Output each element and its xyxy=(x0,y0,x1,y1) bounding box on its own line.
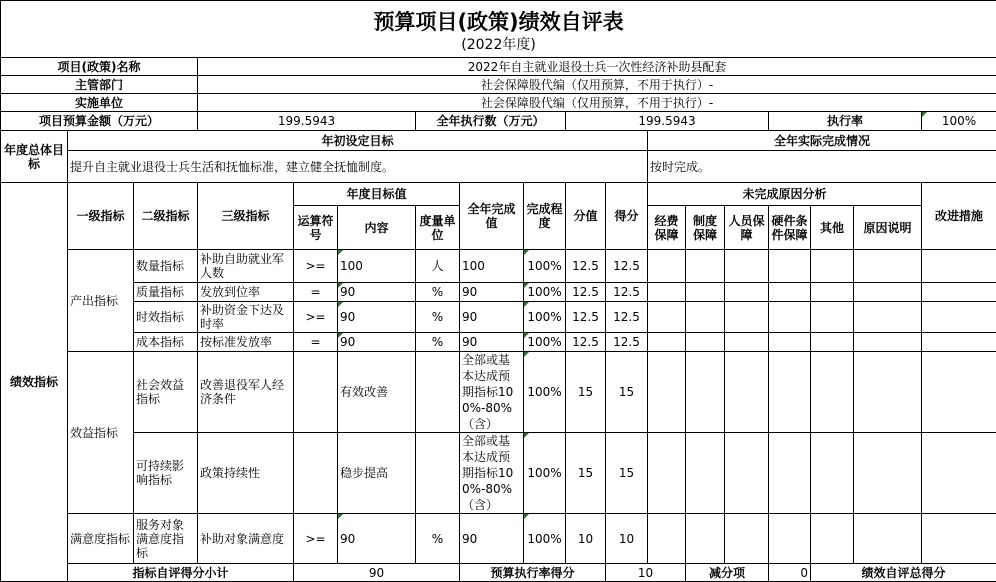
value-cell[interactable]: 12.5 xyxy=(566,283,606,302)
content-cell[interactable]: 有效改善 xyxy=(338,352,416,433)
value-cell[interactable]: 12.5 xyxy=(566,302,606,333)
empty-cell[interactable] xyxy=(648,283,686,302)
content-cell[interactable]: 90 xyxy=(338,302,416,333)
group-label: 满意度指标 xyxy=(68,514,134,564)
actual-cell[interactable]: 100 xyxy=(460,250,524,283)
initial-goal[interactable]: 提升自主就业退役士兵生活和抚恤标准，建立健全抚恤制度。 xyxy=(68,151,648,183)
empty-cell[interactable] xyxy=(686,283,725,302)
empty-cell[interactable] xyxy=(686,302,725,333)
header-level2: 二级指标 xyxy=(134,183,198,250)
level3-cell[interactable]: 按标准发放率 xyxy=(198,333,294,352)
value-cell[interactable]: 12.5 xyxy=(566,250,606,283)
empty-cell[interactable] xyxy=(725,283,769,302)
operator-cell[interactable]: >= xyxy=(294,302,338,333)
table-row xyxy=(1,250,996,283)
rate-value[interactable]: 100% xyxy=(922,112,996,131)
table-row xyxy=(1,283,996,302)
unit-label: 实施单位 xyxy=(1,94,198,112)
empty-cell[interactable] xyxy=(769,302,811,333)
header-content: 内容 xyxy=(338,206,416,250)
content-cell[interactable]: 90 xyxy=(338,333,416,352)
empty-cell[interactable] xyxy=(811,302,854,333)
total-label: 绩效自评总得分 xyxy=(811,564,996,582)
score-cell[interactable]: 12.5 xyxy=(606,333,648,352)
empty-cell[interactable] xyxy=(811,514,854,564)
level3-cell[interactable]: 发放到位率 xyxy=(198,283,294,302)
level3-cell[interactable]: 改善退役军人经济条件 xyxy=(198,352,294,433)
annual-goal-label: 年度总体目标 xyxy=(1,131,68,183)
deduction-label: 减分项 xyxy=(686,564,769,582)
empty-cell[interactable] xyxy=(854,433,922,514)
budget-label: 项目预算金额（万元） xyxy=(1,112,198,131)
value-cell[interactable]: 15 xyxy=(566,352,606,433)
empty-cell[interactable] xyxy=(686,333,725,352)
score-cell[interactable]: 12.5 xyxy=(606,250,648,283)
header-hardware: 硬件条件保障 xyxy=(769,206,811,250)
unit-cell[interactable]: % xyxy=(416,283,460,302)
level2-cell[interactable]: 成本指标 xyxy=(134,333,198,352)
empty-cell[interactable] xyxy=(648,352,686,433)
content-cell[interactable]: 90 xyxy=(338,283,416,302)
deduction-value[interactable]: 0 xyxy=(769,564,811,582)
empty-cell[interactable] xyxy=(854,283,922,302)
header-target-group: 年度目标值 xyxy=(294,183,460,206)
table-row xyxy=(1,333,996,352)
completion-cell[interactable]: 100% xyxy=(524,333,566,352)
empty-cell[interactable] xyxy=(854,250,922,283)
empty-cell[interactable] xyxy=(922,514,996,564)
unit-cell[interactable] xyxy=(416,352,460,433)
completion-cell[interactable]: 100% xyxy=(524,302,566,333)
table-row xyxy=(1,514,996,564)
header-score: 得分 xyxy=(606,183,648,250)
executed-label: 全年执行数（万元） xyxy=(416,112,566,131)
department[interactable]: 社会保障股代编（仅用预算，不用于执行）- xyxy=(198,76,996,94)
page-title: 预算项目(政策)绩效自评表 xyxy=(3,4,994,36)
unit-cell[interactable]: % xyxy=(416,514,460,564)
subtotal-label: 指标自评得分小计 xyxy=(68,564,294,582)
empty-cell[interactable] xyxy=(648,302,686,333)
empty-cell[interactable] xyxy=(854,352,922,433)
level2-cell[interactable]: 社会效益指标 xyxy=(134,352,198,433)
score-cell[interactable]: 15 xyxy=(606,433,648,514)
header-reason-desc: 原因说明 xyxy=(854,206,922,250)
empty-cell[interactable] xyxy=(811,250,854,283)
empty-cell[interactable] xyxy=(686,433,725,514)
actual-cell[interactable]: 90 xyxy=(460,333,524,352)
header-actual-value: 全年完成值 xyxy=(460,183,524,250)
empty-cell[interactable] xyxy=(922,352,996,433)
empty-cell[interactable] xyxy=(769,250,811,283)
actual-result[interactable]: 按时完成。 xyxy=(648,151,996,183)
score-cell[interactable]: 12.5 xyxy=(606,302,648,333)
score-cell[interactable]: 10 xyxy=(606,514,648,564)
value-cell[interactable]: 15 xyxy=(566,433,606,514)
level2-cell[interactable]: 服务对象满意度指标 xyxy=(134,514,198,564)
empty-cell[interactable] xyxy=(854,333,922,352)
actual-cell[interactable]: 全部或基本达成预期指标100%-80%（含） xyxy=(460,433,524,514)
empty-cell[interactable] xyxy=(769,433,811,514)
score-cell[interactable]: 15 xyxy=(606,352,648,433)
empty-cell[interactable] xyxy=(811,283,854,302)
completion-cell[interactable]: 100% xyxy=(524,514,566,564)
level2-cell[interactable]: 时效指标 xyxy=(134,302,198,333)
empty-cell[interactable] xyxy=(725,514,769,564)
completion-cell[interactable]: 100% xyxy=(524,283,566,302)
rate-label: 执行率 xyxy=(769,112,922,131)
empty-cell[interactable] xyxy=(686,352,725,433)
unit-cell[interactable]: 人 xyxy=(416,250,460,283)
empty-cell[interactable] xyxy=(922,302,996,333)
score-cell[interactable]: 12.5 xyxy=(606,283,648,302)
header-completion: 完成程度 xyxy=(524,183,566,250)
level3-cell[interactable]: 补助对象满意度 xyxy=(198,514,294,564)
value-cell[interactable]: 10 xyxy=(566,514,606,564)
empty-cell[interactable] xyxy=(648,433,686,514)
empty-cell[interactable] xyxy=(811,433,854,514)
empty-cell[interactable] xyxy=(922,250,996,283)
executed-value[interactable]: 199.5943 xyxy=(566,112,769,131)
empty-cell[interactable] xyxy=(854,302,922,333)
empty-cell[interactable] xyxy=(769,283,811,302)
empty-cell[interactable] xyxy=(648,250,686,283)
header-improvement: 改进措施 xyxy=(922,183,996,250)
empty-cell[interactable] xyxy=(648,514,686,564)
level2-cell[interactable]: 质量指标 xyxy=(134,283,198,302)
empty-cell[interactable] xyxy=(811,352,854,433)
subtotal-value[interactable]: 90 xyxy=(294,564,460,582)
empty-cell[interactable] xyxy=(686,250,725,283)
operator-cell[interactable]: = xyxy=(294,333,338,352)
completion-cell[interactable]: 100% xyxy=(524,433,566,514)
empty-cell[interactable] xyxy=(769,333,811,352)
empty-cell[interactable] xyxy=(686,514,725,564)
empty-cell[interactable] xyxy=(648,333,686,352)
empty-cell[interactable] xyxy=(725,302,769,333)
title-cell xyxy=(1,1,996,58)
empty-cell[interactable] xyxy=(725,333,769,352)
actual-result-label: 全年实际完成情况 xyxy=(648,131,996,151)
header-system: 制度保障 xyxy=(686,206,725,250)
operator-cell[interactable]: = xyxy=(294,283,338,302)
table-row xyxy=(1,352,996,433)
budget-score-value[interactable]: 10 xyxy=(606,564,686,582)
level2-cell[interactable]: 可持续影响指标 xyxy=(134,433,198,514)
department-label: 主管部门 xyxy=(1,76,198,94)
content-cell[interactable]: 稳步提高 xyxy=(338,433,416,514)
unit-cell[interactable] xyxy=(416,433,460,514)
table-row xyxy=(1,433,996,514)
completion-cell[interactable]: 100% xyxy=(524,250,566,283)
budget-score-label: 预算执行率得分 xyxy=(460,564,606,582)
header-funding: 经费保障 xyxy=(648,206,686,250)
budget-value[interactable]: 199.5943 xyxy=(198,112,416,131)
header-unit: 度量单位 xyxy=(416,206,460,250)
initial-goal-label: 年初设定目标 xyxy=(68,131,648,151)
group-label: 效益指标 xyxy=(68,352,134,514)
page-subtitle: (2022年度) xyxy=(3,36,994,54)
level3-cell[interactable]: 补助自助就业军人数 xyxy=(198,250,294,283)
header-operator: 运算符号 xyxy=(294,206,338,250)
empty-cell[interactable] xyxy=(725,352,769,433)
group-label: 产出指标 xyxy=(68,250,134,352)
actual-cell[interactable]: 90 xyxy=(460,514,524,564)
header-other: 其他 xyxy=(811,206,854,250)
completion-cell[interactable]: 100% xyxy=(524,352,566,433)
content-cell[interactable]: 90 xyxy=(338,514,416,564)
value-cell[interactable]: 12.5 xyxy=(566,333,606,352)
operator-cell[interactable]: >= xyxy=(294,514,338,564)
level3-cell[interactable]: 政策持续性 xyxy=(198,433,294,514)
empty-cell[interactable] xyxy=(769,352,811,433)
level3-cell[interactable]: 补助资金下达及时率 xyxy=(198,302,294,333)
actual-cell[interactable]: 90 xyxy=(460,302,524,333)
operator-cell[interactable] xyxy=(294,433,338,514)
empty-cell[interactable] xyxy=(922,283,996,302)
table-row xyxy=(1,302,996,333)
level2-cell[interactable]: 数量指标 xyxy=(134,250,198,283)
operator-cell[interactable] xyxy=(294,352,338,433)
unit-cell[interactable]: % xyxy=(416,302,460,333)
project-name-label: 项目(政策)名称 xyxy=(1,58,198,76)
unit[interactable]: 社会保障股代编（仅用预算，不用于执行）- xyxy=(198,94,996,112)
project-name[interactable]: 2022年自主就业退役士兵一次性经济补助县配套 xyxy=(198,58,996,76)
empty-cell[interactable] xyxy=(725,433,769,514)
empty-cell[interactable] xyxy=(854,514,922,564)
empty-cell[interactable] xyxy=(725,250,769,283)
content-cell[interactable]: 100 xyxy=(338,250,416,283)
actual-cell[interactable]: 全部或基本达成预期指标100%-80%（含） xyxy=(460,352,524,433)
empty-cell[interactable] xyxy=(769,514,811,564)
actual-cell[interactable]: 90 xyxy=(460,283,524,302)
header-staff: 人员保障 xyxy=(725,206,769,250)
empty-cell[interactable] xyxy=(922,433,996,514)
empty-cell[interactable] xyxy=(922,333,996,352)
header-level3: 三级指标 xyxy=(198,183,294,250)
header-score-value: 分值 xyxy=(566,183,606,250)
operator-cell[interactable]: >= xyxy=(294,250,338,283)
indicators-label: 绩效指标 xyxy=(1,183,68,582)
header-level1: 一级指标 xyxy=(68,183,134,250)
empty-cell[interactable] xyxy=(811,333,854,352)
header-reason-group: 未完成原因分析 xyxy=(648,183,922,206)
unit-cell[interactable]: % xyxy=(416,333,460,352)
